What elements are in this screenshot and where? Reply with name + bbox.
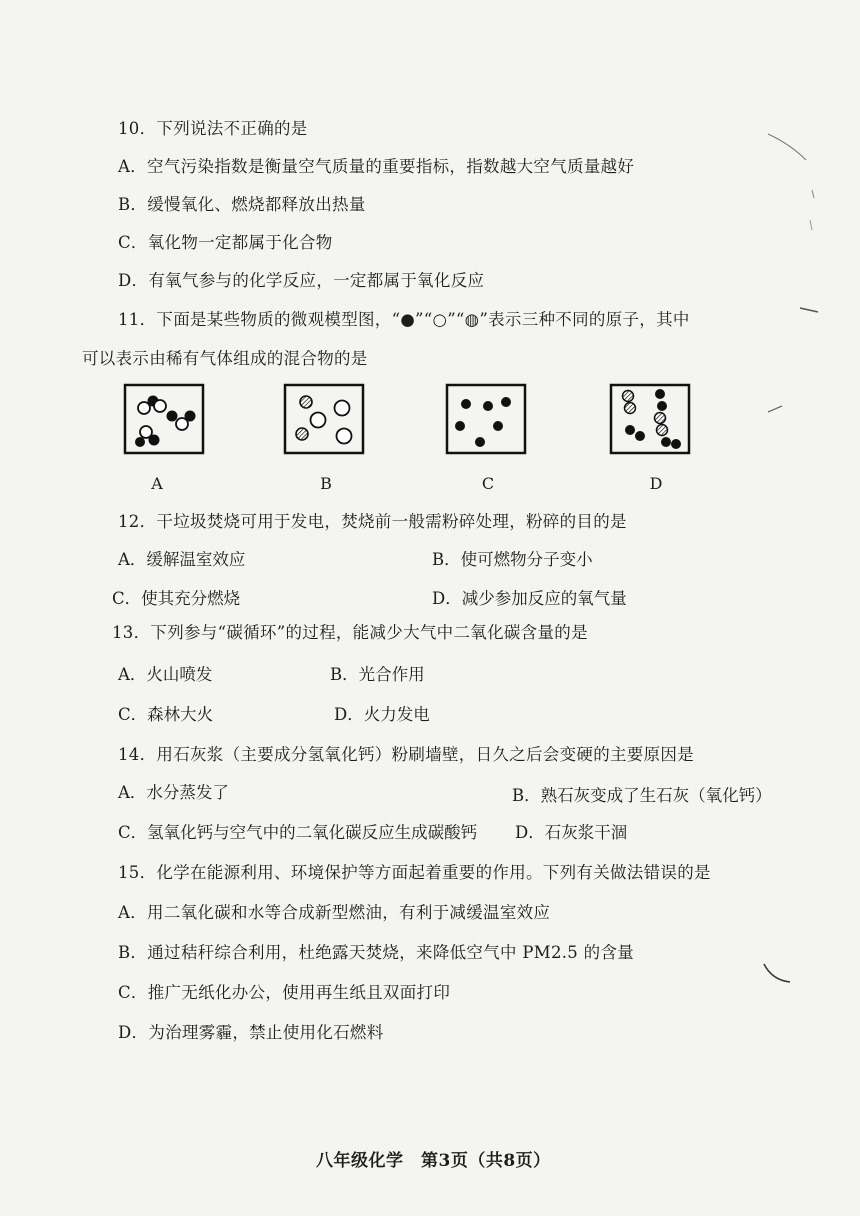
q11-diagram-b	[284, 384, 364, 454]
q12-stem: 12．干垃圾焚烧可用于发电，焚烧前一般需粉碎处理，粉碎的目的是	[118, 512, 627, 531]
q13-option-b: B．光合作用	[330, 665, 425, 684]
q12-option-a: A．缓解温室效应	[118, 550, 246, 569]
q11-stem-line2: 可以表示由稀有气体组成的混合物的是	[82, 349, 368, 368]
q14-option-a: A．水分蒸发了	[118, 783, 229, 802]
q13-option-d: D．火力发电	[334, 705, 430, 724]
q14-option-d: D．石灰浆干涸	[515, 823, 628, 842]
q11-diagram-a	[124, 384, 204, 454]
q10-stem: 10．下列说法不正确的是	[118, 119, 308, 138]
q11-diagram-d	[610, 384, 690, 454]
q12-option-b: B．使可燃物分子变小	[432, 550, 593, 569]
scan-artifact-mark-3	[762, 960, 802, 990]
q15-option-a: A．用二氧化碳和水等合成新型燃油，有利于减缓温室效应	[118, 903, 551, 922]
q15-option-c: C．推广无纸化办公，使用再生纸且双面打印	[118, 983, 451, 1002]
q10-option-c: C．氧化物一定都属于化合物	[118, 233, 333, 252]
q14-stem: 14．用石灰浆（主要成分氢氧化钙）粉刷墙壁，日久之后会变硬的主要原因是	[118, 745, 694, 764]
scan-artifact-marks	[760, 130, 820, 330]
q15-option-d: D．为治理雾霾，禁止使用化石燃料	[118, 1023, 384, 1042]
q11-diagram-c	[446, 384, 526, 454]
q12-option-d: D．减少参加反应的氧气量	[432, 589, 627, 608]
q10-option-a: A．空气污染指数是衡量空气质量的重要指标，指数越大空气质量越好	[118, 157, 635, 176]
q10-option-d: D．有氧气参与的化学反应，一定都属于氧化反应	[118, 271, 485, 290]
q11-stem-line1: 11．下面是某些物质的微观模型图，“●”“○”“◍”表示三种不同的原子，其中	[118, 310, 690, 329]
q11-label-b: B	[320, 474, 332, 493]
q13-option-c: C．森林大火	[118, 705, 214, 724]
q12-option-c: C．使其充分燃烧	[112, 589, 241, 608]
q13-stem: 13．下列参与“碳循环”的过程，能减少大气中二氧化碳含量的是	[112, 623, 588, 642]
page-footer: 八年级化学 第3页（共8页）	[316, 1151, 551, 1171]
q11-label-d: D	[649, 474, 663, 493]
q15-stem: 15．化学在能源利用、环境保护等方面起着重要的作用。下列有关做法错误的是	[118, 863, 711, 882]
q10-option-b: B．缓慢氧化、燃烧都释放出热量	[118, 195, 366, 214]
q11-label-a: A	[151, 474, 163, 493]
scan-artifact-mark-2	[766, 400, 796, 450]
q15-option-b: B．通过秸秆综合利用，杜绝露天焚烧，来降低空气中 PM2.5 的含量	[118, 943, 635, 962]
q13-option-a: A．火山喷发	[118, 665, 213, 684]
q11-label-c: C	[481, 474, 495, 493]
q14-option-b: B．熟石灰变成了生石灰（氧化钙）	[512, 786, 772, 805]
q14-option-c: C．氢氧化钙与空气中的二氧化碳反应生成碳酸钙	[118, 823, 478, 842]
